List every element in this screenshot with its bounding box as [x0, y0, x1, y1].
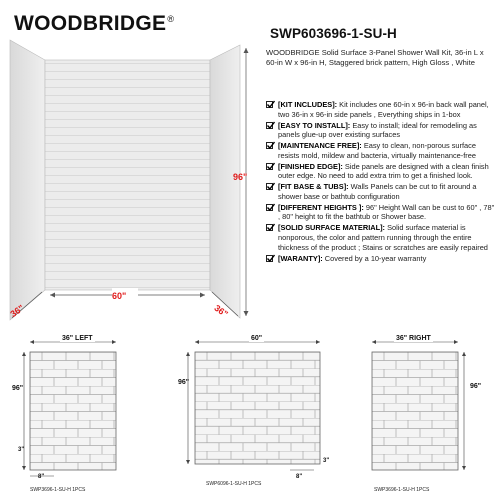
checkbox-checked-icon — [266, 142, 273, 149]
feature-item: [SOLID SURFACE MATERIAL]: Solid surface material is nonporous, the color and pattern running through the entire thickness of the product ; Stains or scratches are easily repaired — [266, 223, 496, 252]
left-side-panel — [10, 40, 45, 320]
brand-name: WOODBRIDGE — [14, 12, 167, 35]
right-panel-drawing — [372, 340, 466, 470]
back-panel-footer: SWP6096-1-SU-H 1PCS — [206, 481, 262, 487]
left-tile-width: 8" — [38, 474, 45, 480]
feature-item: [FIT BASE & TUBS]: Walls Panels can be cut to fit around a shower base or bathtub configuration — [266, 182, 496, 201]
registered-mark: ® — [167, 14, 175, 24]
feature-item: [DIFFERENT HEIGHTS ]: 96" Height Wall can be cust to 60" , 78" , 80" height to fit the bathtub or Shower base. — [266, 203, 496, 222]
back-tile-height: 3" — [323, 458, 330, 464]
left-panel-drawing — [22, 340, 116, 476]
model-number: SWP603696-1-SU-H — [270, 26, 397, 41]
left-tile-height: 3" — [18, 447, 25, 453]
panel-drawings — [0, 330, 500, 500]
left-depth-label: 36" — [8, 302, 26, 320]
back-panel-height: 96" — [178, 379, 190, 386]
back-panel-header: 60" — [251, 335, 263, 342]
checkbox-checked-icon — [266, 163, 273, 170]
right-panel-footer: SWP3696-1-SU-H 1PCS — [374, 487, 430, 493]
width-label: 60" — [112, 291, 127, 301]
left-panel-height: 96" — [12, 385, 24, 392]
feature-item: [EASY TO INSTALL]: Easy to install; ideal for remodeling as panels glue-up over existing surfaces — [266, 121, 496, 140]
back-tile-width: 8" — [296, 474, 303, 480]
right-panel-header: 36" RIGHT — [396, 335, 431, 342]
right-panel-height: 96" — [470, 383, 482, 390]
back-panel — [45, 60, 210, 290]
checkbox-checked-icon — [266, 255, 273, 262]
left-panel-footer: SWP3696-1-SU-H 1PCS — [30, 487, 86, 493]
checkbox-checked-icon — [266, 183, 273, 190]
right-depth-label: 36" — [212, 302, 230, 320]
checkbox-checked-icon — [266, 224, 273, 231]
shower-kit-3d-illustration — [0, 0, 260, 330]
left-panel-header: 36" LEFT — [62, 335, 93, 342]
height-label: 96" — [233, 172, 248, 182]
checkbox-checked-icon — [266, 122, 273, 129]
feature-list — [266, 100, 496, 265]
checkbox-checked-icon — [266, 101, 273, 108]
feature-item: [KIT INCLUDES]: Kit includes one 60-in x 96-in back wall panel, two 36-in x 96-in side panels , Everything ships in 1-box — [266, 100, 496, 119]
feature-item: [FINISHED EDGE]: Side panels are designed with a clean finish outer edge. No need to add extra trim to get a finished look. — [266, 162, 496, 181]
back-panel-drawing — [186, 340, 320, 470]
feature-item: [WARANTY]: Covered by a 10-year warranty — [266, 254, 496, 264]
feature-item: [MAINTENANCE FREE]: Easy to clean, non-porous surface resists mold, mildew and bacteria, virtually maintenance-free — [266, 141, 496, 160]
height-dimension — [244, 48, 249, 316]
checkbox-checked-icon — [266, 204, 273, 211]
product-description: WOODBRIDGE Solid Surface 3-Panel Shower Wall Kit, 36-in L x 60-in W x 96-in H, Staggered brick pattern, High Gloss , White — [266, 48, 484, 68]
